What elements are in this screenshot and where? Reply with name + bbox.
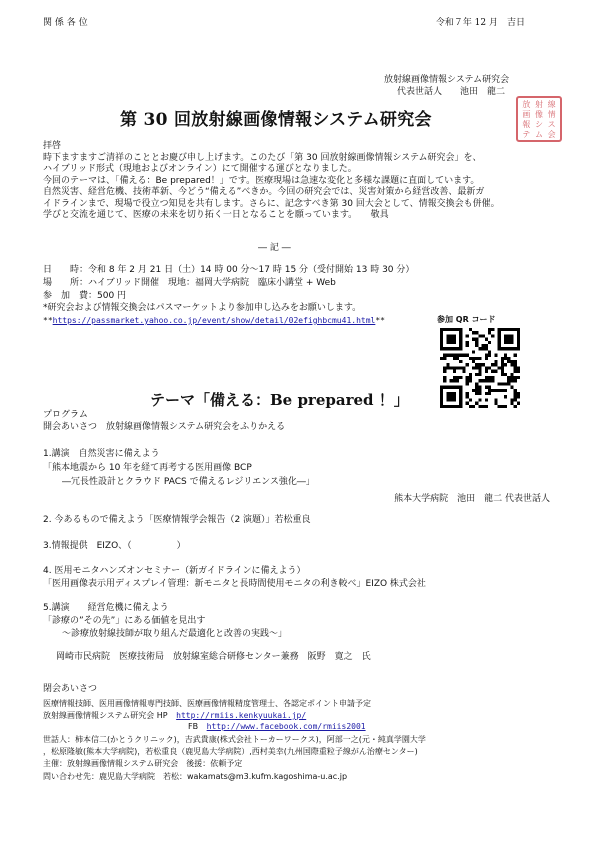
greeting-opening: 拝啓 <box>43 141 62 151</box>
page-title: 第 30 回放射線画像情報システム研究会 <box>120 110 432 130</box>
event-venue: 場 所：ハイブリッド開催 現地：福岡大学病院 臨床小講堂 + Web <box>43 278 336 288</box>
recipients: 関 係 各 位 <box>43 18 88 28</box>
greeting-line: 今回のテーマは、「備える：Be prepared！」です。医療現場は急速な変化と多様な課題に直面しています。 <box>43 176 480 186</box>
greeting-line: 自然災害、経営危機、技術革新、今どう“備える”べきか。今回の研究会では、災害対策から経営改善、最新ガ <box>43 187 485 197</box>
program-item-line: 岡崎市民病院 医療技術局 放射線室総合研修センター兼務 阪野 寛之 氏 <box>56 652 371 662</box>
program-closing: 閉会あいさつ <box>43 684 98 694</box>
homepage-line <box>43 710 306 721</box>
qr-label: 参加 QR コード <box>437 315 496 324</box>
event-fee: 参 加 費：500 円 <box>43 291 127 301</box>
url-prefix: ** <box>43 316 53 325</box>
contact-line: 問い合わせ先：鹿児島大学病院 若松：wakamats@m3.kufm.kagoshima-u.ac.jp <box>43 772 348 781</box>
registration-url-line <box>43 315 385 326</box>
url-suffix: ** <box>375 316 385 325</box>
program-item-line: 「医用画像表示用ディスプレイ管理：新モニタと長時間使用モニタの利き較べ」EIZO 株式会社 <box>43 579 426 589</box>
registration-qr-code[interactable] <box>440 328 520 408</box>
event-datetime: 日 時：令和 8 年 2 月 21 日（土）14 時 00 分～17 時 15 分（受付開始 13 時 30 分） <box>43 265 415 275</box>
program-item-line: 「診療の”その先”」にある価値を見出す <box>43 616 206 626</box>
credit-points: 医療情報技師、医用画像情報専門技師、医療画像情報精度管理士、各認定ポイント申請予定 <box>43 699 371 708</box>
program-item-line: 「熊本地震から 10 年を経て再考する医用画像 BCP <box>43 463 252 473</box>
program-heading: プログラム <box>43 410 88 420</box>
greeting-line: イドラインまで、現場で役立つ知見を共有します。さらに、記念すべき第 30 回大会として、情報交換会も併催。 <box>43 199 500 209</box>
facebook-label: FB <box>188 722 199 731</box>
program-item-heading: 5.講演 経営危機に備えよう <box>43 603 169 613</box>
memo-heading: ― 記 ― <box>258 243 291 253</box>
greeting-line: 時下ますますご清祥のこととお慶び申し上げます。このたび「第 30 回放射線画像情報システム研究会」を、 <box>43 153 482 163</box>
registration-note: *研究会および情報交換会はパスマーケットより参加申し込みをお願いします。 <box>43 303 362 313</box>
organization-name: 放射線画像情報システム研究会 <box>384 75 510 85</box>
representative-name: 代表世話人 池田 龍二 <box>397 87 506 97</box>
registration-link[interactable]: https://passmarket.yahoo.co.jp/event/show/detail/02efighbcmu41.html <box>52 316 376 325</box>
organizers-line: ，松原隆敏(熊本大学病院)，若松重良（鹿児島大学病院）,西村美幸(九州国際重粒子線がん治療センター) <box>43 747 418 756</box>
program-item-line: ―冗長性設計とクラウド PACS で備えるレジリエンス強化―」 <box>62 477 315 487</box>
organization-seal: 放 射 線 画 像 情 報 シ ス テ ム 会 <box>516 96 562 142</box>
program-item-heading: 2. 今あるもので備えよう「医療情報学会報告（2 演題）」若松重良 <box>43 515 311 525</box>
program-opening: 開会あいさつ 放射線画像情報システム研究会をふりかえる <box>43 422 286 432</box>
facebook-line <box>188 721 366 732</box>
issue-date: 令和７年 12 月 吉日 <box>435 18 525 28</box>
program-item-speaker: 熊本大学病院 池田 龍二 代表世話人 <box>394 494 550 504</box>
program-item-heading: 4. 医用モニタハンズオンセミナー（新ガイドラインに備えよう） <box>43 566 306 576</box>
facebook-link[interactable]: http://www.facebook.com/rmiis2001 <box>206 722 366 731</box>
program-item-heading: 1.講演 自然災害に備えよう <box>43 449 160 459</box>
greeting-line: 学びと交流を通じて、医療の未来を切り拓く一日となることを願っています。 敬具 <box>43 210 389 220</box>
theme-heading: テーマ「備える：Be prepared ！」 <box>150 391 409 409</box>
homepage-label: 放射線画像情報システム研究会 HP <box>43 711 168 720</box>
program-item-line: ～診療放射線技師が取り組んだ最適化と改善の実践～」 <box>62 629 288 639</box>
homepage-link[interactable]: http://rmiis.kenkyuukai.jp/ <box>176 711 307 720</box>
host-line: 主催：放射線画像情報システム研究会 後援：依頼予定 <box>43 759 243 768</box>
program-item-heading: 3.情報提供 EIZO、（ ） <box>43 541 186 551</box>
organizers-line: 世話人：柿本信二(かとうクリニック)，吉武貴康(株式会社トーカーワークス)，阿部一之(元・純真学園大学 <box>43 735 426 744</box>
greeting-line: ハイブリッド形式（現地およびオンライン）にて開催する運びとなりました。 <box>43 164 357 174</box>
